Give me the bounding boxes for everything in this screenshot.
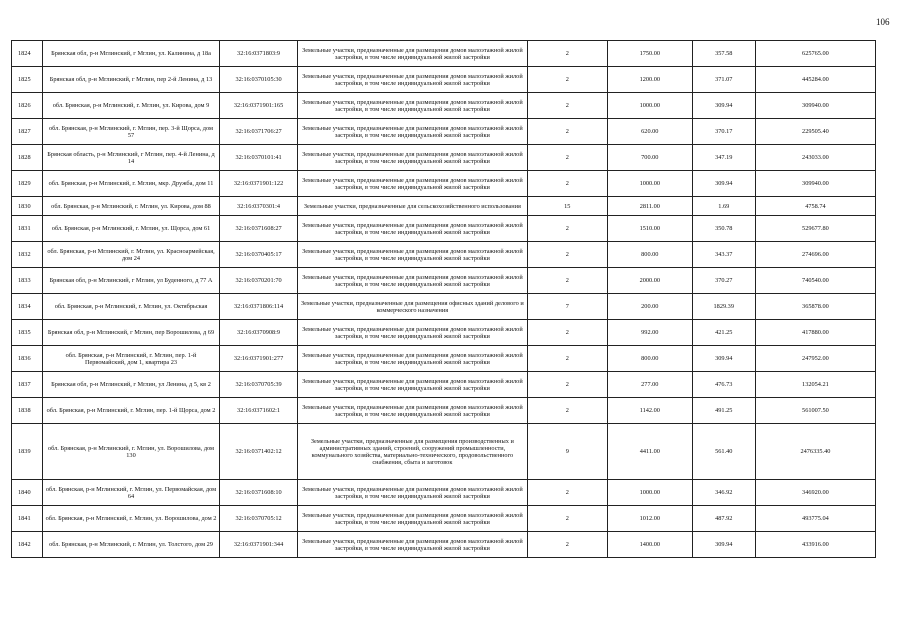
row-number-cell: 1831 xyxy=(12,216,43,242)
permitted-use-cell: Земельные участки, предназначенные для размещения домов малоэтажной жилой застройки, в том числе индивидуальной жилой застройки xyxy=(298,320,527,346)
row-number-cell: 1840 xyxy=(12,480,43,506)
area-cell: 4411.00 xyxy=(607,424,692,480)
address-cell: обл. Брянская, р-н Мглинский, г. Мглин, ул. Толстого, дом 29 xyxy=(43,532,220,558)
cadastral-number-cell: 32:16:0370908:9 xyxy=(219,320,297,346)
address-cell: Брянская обл, р-н Мглинский, г Мглин, пер Ворошилова, д 69 xyxy=(43,320,220,346)
use-category-cell: 9 xyxy=(527,424,607,480)
address-cell: обл. Брянская, р-н Мглинский, г. Мглин, ул. Первомайская, дом 64 xyxy=(43,480,220,506)
area-cell: 1012.00 xyxy=(607,506,692,532)
table-row xyxy=(12,67,876,93)
specific-value-cell: 1829.39 xyxy=(692,294,755,320)
cadastral-value-cell: 365878.00 xyxy=(755,294,875,320)
cadastral-number-cell: 32:16:0371602:1 xyxy=(219,398,297,424)
cadastral-number-cell: 32:16:0370705:12 xyxy=(219,506,297,532)
address-cell: обл. Брянская, р-н Мглинский, г. Мглин, пер. 1-й Первомайский, дом 1, квартира 23 xyxy=(43,346,220,372)
specific-value-cell: 561.40 xyxy=(692,424,755,480)
table-row xyxy=(12,93,876,119)
cadastral-number-cell: 32:16:0371608:10 xyxy=(219,480,297,506)
table-row xyxy=(12,398,876,424)
row-number-cell: 1833 xyxy=(12,268,43,294)
use-category-cell: 2 xyxy=(527,372,607,398)
permitted-use-cell: Земельные участки, предназначенные для размещения домов малоэтажной жилой застройки, в том числе индивидуальной жилой застройки xyxy=(298,67,527,93)
area-cell: 2811.00 xyxy=(607,197,692,216)
use-category-cell: 2 xyxy=(527,171,607,197)
specific-value-cell: 309.94 xyxy=(692,532,755,558)
specific-value-cell: 491.25 xyxy=(692,398,755,424)
table-row xyxy=(12,242,876,268)
specific-value-cell: 309.94 xyxy=(692,171,755,197)
cadastral-number-cell: 32:16:0371901:277 xyxy=(219,346,297,372)
table-row xyxy=(12,197,876,216)
permitted-use-cell: Земельные участки, предназначенные для размещения домов малоэтажной жилой застройки, в том числе индивидуальной жилой застройки xyxy=(298,119,527,145)
cadastral-value-cell: 433916.00 xyxy=(755,532,875,558)
permitted-use-cell: Земельные участки, предназначенные для сельскохозяйственного использования xyxy=(298,197,527,216)
cadastral-value-cell: 740540.00 xyxy=(755,268,875,294)
page-number: 106 xyxy=(876,17,890,27)
permitted-use-cell: Земельные участки, предназначенные для размещения домов малоэтажной жилой застройки, в том числе индивидуальной жилой застройки xyxy=(298,268,527,294)
cadastral-value-cell: 274696.00 xyxy=(755,242,875,268)
table-row xyxy=(12,145,876,171)
cadastral-value-cell: 561007.50 xyxy=(755,398,875,424)
cadastral-value-cell: 2476335.40 xyxy=(755,424,875,480)
area-cell: 1000.00 xyxy=(607,171,692,197)
use-category-cell: 2 xyxy=(527,320,607,346)
specific-value-cell: 343.37 xyxy=(692,242,755,268)
cadastral-value-cell: 309940.00 xyxy=(755,93,875,119)
table-row xyxy=(12,424,876,480)
permitted-use-cell: Земельные участки, предназначенные для размещения домов малоэтажной жилой застройки, в том числе индивидуальной жилой застройки xyxy=(298,372,527,398)
cadastral-number-cell: 32:16:0370705:39 xyxy=(219,372,297,398)
address-cell: Брянская обл, р-н Мглинский, г Мглин, ул Буденного, д 77 А xyxy=(43,268,220,294)
specific-value-cell: 370.27 xyxy=(692,268,755,294)
table-row xyxy=(12,41,876,67)
area-cell: 800.00 xyxy=(607,346,692,372)
area-cell: 620.00 xyxy=(607,119,692,145)
table-row xyxy=(12,119,876,145)
use-category-cell: 15 xyxy=(527,197,607,216)
cadastral-value-cell: 445284.00 xyxy=(755,67,875,93)
specific-value-cell: 476.73 xyxy=(692,372,755,398)
use-category-cell: 2 xyxy=(527,145,607,171)
area-cell: 1142.00 xyxy=(607,398,692,424)
cadastral-number-cell: 32:16:0371803:9 xyxy=(219,41,297,67)
permitted-use-cell: Земельные участки, предназначенные для размещения домов малоэтажной жилой застройки, в том числе индивидуальной жилой застройки xyxy=(298,480,527,506)
address-cell: обл. Брянская, р-н Мглинский, г. Мглин, ул. Щорса, дом 61 xyxy=(43,216,220,242)
table-row xyxy=(12,320,876,346)
row-number-cell: 1836 xyxy=(12,346,43,372)
use-category-cell: 2 xyxy=(527,242,607,268)
row-number-cell: 1841 xyxy=(12,506,43,532)
cadastral-value-cell: 346920.00 xyxy=(755,480,875,506)
table-row xyxy=(12,532,876,558)
cadastral-number-cell: 32:16:0371901:344 xyxy=(219,532,297,558)
table-row xyxy=(12,506,876,532)
cadastral-number-cell: 32:16:0371806:114 xyxy=(219,294,297,320)
use-category-cell: 2 xyxy=(527,216,607,242)
table-row xyxy=(12,268,876,294)
cadastral-value-cell: 4758.74 xyxy=(755,197,875,216)
cadastral-value-cell: 309940.00 xyxy=(755,171,875,197)
area-cell: 1400.00 xyxy=(607,532,692,558)
permitted-use-cell: Земельные участки, предназначенные для размещения домов малоэтажной жилой застройки, в том числе индивидуальной жилой застройки xyxy=(298,145,527,171)
use-category-cell: 2 xyxy=(527,398,607,424)
cadastral-value-cell: 247952.00 xyxy=(755,346,875,372)
cadastral-value-cell: 417880.00 xyxy=(755,320,875,346)
cadastral-number-cell: 32:16:0370105:30 xyxy=(219,67,297,93)
row-number-cell: 1824 xyxy=(12,41,43,67)
address-cell: обл. Брянская, р-н Мглинский, г. Мглин, ул. Кирова, дом 88 xyxy=(43,197,220,216)
row-number-cell: 1830 xyxy=(12,197,43,216)
area-cell: 1000.00 xyxy=(607,480,692,506)
specific-value-cell: 1.69 xyxy=(692,197,755,216)
specific-value-cell: 371.07 xyxy=(692,67,755,93)
row-number-cell: 1826 xyxy=(12,93,43,119)
row-number-cell: 1829 xyxy=(12,171,43,197)
row-number-cell: 1832 xyxy=(12,242,43,268)
permitted-use-cell: Земельные участки, предназначенные для размещения домов малоэтажной жилой застройки, в том числе индивидуальной жилой застройки xyxy=(298,171,527,197)
row-number-cell: 1825 xyxy=(12,67,43,93)
permitted-use-cell: Земельные участки, предназначенные для размещения производственных и административных зданий, строений, сооружений промышленности, коммунального хозяйства, материально-технического, продовольственного снабжения, сбыта и заготовок xyxy=(298,424,527,480)
cadastral-number-cell: 32:16:0370201:70 xyxy=(219,268,297,294)
cadastral-number-cell: 32:16:0371706:27 xyxy=(219,119,297,145)
cadastral-number-cell: 32:16:0371608:27 xyxy=(219,216,297,242)
permitted-use-cell: Земельные участки, предназначенные для размещения домов малоэтажной жилой застройки, в том числе индивидуальной жилой застройки xyxy=(298,398,527,424)
row-number-cell: 1839 xyxy=(12,424,43,480)
table-row xyxy=(12,346,876,372)
cadastral-number-cell: 32:16:0371901:122 xyxy=(219,171,297,197)
cadastral-value-cell: 229505.40 xyxy=(755,119,875,145)
row-number-cell: 1828 xyxy=(12,145,43,171)
table-body xyxy=(12,41,876,558)
permitted-use-cell: Земельные участки, предназначенные для размещения домов малоэтажной жилой застройки, в том числе индивидуальной жилой застройки xyxy=(298,346,527,372)
cadastral-number-cell: 32:16:0370301:4 xyxy=(219,197,297,216)
specific-value-cell: 487.92 xyxy=(692,506,755,532)
address-cell: Брянская обл, р-н Мглинский, г Мглин, ул. Калинина, д 18а xyxy=(43,41,220,67)
specific-value-cell: 346.92 xyxy=(692,480,755,506)
use-category-cell: 2 xyxy=(527,346,607,372)
area-cell: 1750.00 xyxy=(607,41,692,67)
address-cell: обл. Брянская, р-н Мглинский, г. Мглин, мкр. Дружба, дом 11 xyxy=(43,171,220,197)
area-cell: 992.00 xyxy=(607,320,692,346)
cadastral-value-cell: 529677.80 xyxy=(755,216,875,242)
use-category-cell: 2 xyxy=(527,532,607,558)
use-category-cell: 2 xyxy=(527,67,607,93)
permitted-use-cell: Земельные участки, предназначенные для размещения офисных зданий делового и коммерческого назначения xyxy=(298,294,527,320)
cadastral-value-cell: 243033.00 xyxy=(755,145,875,171)
use-category-cell: 2 xyxy=(527,268,607,294)
address-cell: обл. Брянская, р-н Мглинский, г. Мглин, ул. Ворошилова, дом 130 xyxy=(43,424,220,480)
address-cell: Брянская обл, р-н Мглинский, г Мглин, ул Ленина, д 5, кв 2 xyxy=(43,372,220,398)
use-category-cell: 7 xyxy=(527,294,607,320)
area-cell: 1510.00 xyxy=(607,216,692,242)
row-number-cell: 1842 xyxy=(12,532,43,558)
table-row xyxy=(12,171,876,197)
area-cell: 1200.00 xyxy=(607,67,692,93)
permitted-use-cell: Земельные участки, предназначенные для размещения домов малоэтажной жилой застройки, в том числе индивидуальной жилой застройки xyxy=(298,242,527,268)
table-row xyxy=(12,480,876,506)
cadastral-number-cell: 32:16:0370405:17 xyxy=(219,242,297,268)
row-number-cell: 1827 xyxy=(12,119,43,145)
cadastral-value-cell: 132054.21 xyxy=(755,372,875,398)
land-plots-table xyxy=(11,40,876,558)
specific-value-cell: 370.17 xyxy=(692,119,755,145)
specific-value-cell: 350.78 xyxy=(692,216,755,242)
address-cell: обл. Брянская, р-н Мглинский, г. Мглин, ул. Кирова, дом 9 xyxy=(43,93,220,119)
cadastral-number-cell: 32:16:0370101:41 xyxy=(219,145,297,171)
area-cell: 277.00 xyxy=(607,372,692,398)
address-cell: обл. Брянская, р-н Мглинский, г. Мглин, пер. 1-й Щорса, дом 2 xyxy=(43,398,220,424)
specific-value-cell: 347.19 xyxy=(692,145,755,171)
permitted-use-cell: Земельные участки, предназначенные для размещения домов малоэтажной жилой застройки, в том числе индивидуальной жилой застройки xyxy=(298,41,527,67)
table-row xyxy=(12,372,876,398)
area-cell: 200.00 xyxy=(607,294,692,320)
permitted-use-cell: Земельные участки, предназначенные для размещения домов малоэтажной жилой застройки, в том числе индивидуальной жилой застройки xyxy=(298,93,527,119)
address-cell: Брянская область, р-н Мглинский, г Мглин, пер. 4-й Ленина, д 14 xyxy=(43,145,220,171)
use-category-cell: 2 xyxy=(527,93,607,119)
area-cell: 1000.00 xyxy=(607,93,692,119)
cadastral-number-cell: 32:16:0371402:12 xyxy=(219,424,297,480)
use-category-cell: 2 xyxy=(527,41,607,67)
specific-value-cell: 309.94 xyxy=(692,346,755,372)
area-cell: 800.00 xyxy=(607,242,692,268)
table-row xyxy=(12,216,876,242)
address-cell: обл. Брянская, р-н Мглинский, г. Мглин, пер. 3-й Щорса, дом 57 xyxy=(43,119,220,145)
cadastral-number-cell: 32:16:0371901:165 xyxy=(219,93,297,119)
specific-value-cell: 309.94 xyxy=(692,93,755,119)
row-number-cell: 1838 xyxy=(12,398,43,424)
use-category-cell: 2 xyxy=(527,506,607,532)
permitted-use-cell: Земельные участки, предназначенные для размещения домов малоэтажной жилой застройки, в том числе индивидуальной жилой застройки xyxy=(298,216,527,242)
row-number-cell: 1837 xyxy=(12,372,43,398)
specific-value-cell: 357.58 xyxy=(692,41,755,67)
use-category-cell: 2 xyxy=(527,119,607,145)
area-cell: 700.00 xyxy=(607,145,692,171)
cadastral-value-cell: 625765.00 xyxy=(755,41,875,67)
address-cell: обл. Брянская, р-н Мглинский, г. Мглин, ул. Красноармейская, дом 24 xyxy=(43,242,220,268)
area-cell: 2000.00 xyxy=(607,268,692,294)
address-cell: обл. Брянская, р-н Мглинский, г. Мглин, ул. Ворошилова, дом 2 xyxy=(43,506,220,532)
table-row xyxy=(12,294,876,320)
address-cell: Брянская обл, р-н Мглинский, г Мглин, пер 2-й Ленина, д 13 xyxy=(43,67,220,93)
row-number-cell: 1834 xyxy=(12,294,43,320)
row-number-cell: 1835 xyxy=(12,320,43,346)
permitted-use-cell: Земельные участки, предназначенные для размещения домов малоэтажной жилой застройки, в том числе индивидуальной жилой застройки xyxy=(298,506,527,532)
use-category-cell: 2 xyxy=(527,480,607,506)
permitted-use-cell: Земельные участки, предназначенные для размещения домов малоэтажной жилой застройки, в том числе индивидуальной жилой застройки xyxy=(298,532,527,558)
specific-value-cell: 421.25 xyxy=(692,320,755,346)
cadastral-value-cell: 493775.04 xyxy=(755,506,875,532)
address-cell: обл. Брянская, р-н Мглинский, г. Мглин, ул. Октябрьская xyxy=(43,294,220,320)
